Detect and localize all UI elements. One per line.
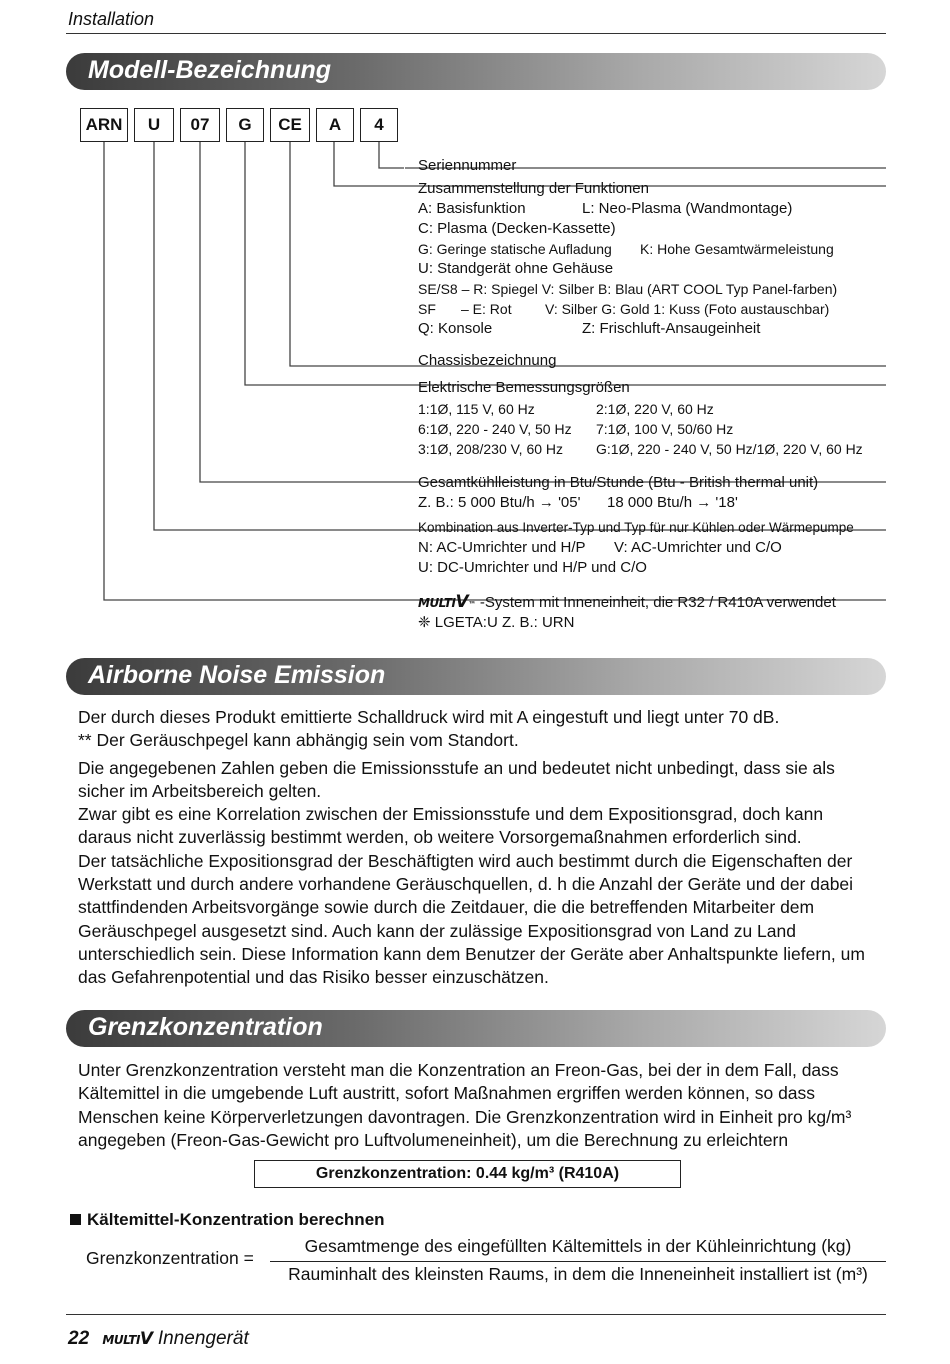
desc-func-a: A: Basisfunktion	[418, 200, 526, 217]
bullet-square-icon	[70, 1214, 81, 1225]
limit-paragraph: Unter Grenzkonzentration versteht man die Konzentration an Freon-Gas, bei der in dem Fall, dass Kältemittel in die umgebende Luft austritt, sofort Maßnahmen ergriffen werden können, so dass Menschen keine Körperverletzungen davontragen. Die Grenzkonzentration wird in Einheit pro kg/m³ angegeben (Freon-Gas-Gewicht pro Luftvolumeneinheit), um die Berechnung zu erleichtern	[78, 1060, 852, 1150]
section-banner-noise	[66, 658, 886, 695]
desc-functions-title: Zusammenstellung der Funktionen	[418, 180, 649, 197]
desc-comb-n: N: AC-Umrichter und H/P	[418, 539, 586, 556]
desc-elec-6: 6:1Ø, 220 - 240 V, 50 Hz	[418, 421, 572, 437]
desc-func-g: G: Geringe statische Aufladung	[418, 241, 612, 257]
noise-paragraph: ** Der Geräuschpegel kann abhängig sein vom Standort.	[78, 730, 519, 751]
desc-combination-title: Kombination aus Inverter-Typ und Typ für nur Kühlen oder Wärmepumpe	[418, 520, 854, 535]
desc-func-sf-b: – E: Rot	[461, 301, 512, 317]
desc-func-k: K: Hohe Gesamtwärmeleistung	[640, 241, 834, 257]
section-banner-limit	[66, 1010, 886, 1047]
footer-product: Innengerät	[157, 1328, 249, 1349]
desc-cooling-title: Gesamtkühlleistung in Btu/Stunde (Btu - British thermal unit)	[418, 474, 819, 491]
formula-lhs: Grenzkonzentration =	[86, 1248, 254, 1268]
desc-func-z: Z: Frischluft-Ansaugeinheit	[582, 320, 761, 337]
noise-paragraph: Die angegebenen Zahlen geben die Emissionsstufe an und bedeutet nicht unbedingt, dass sie als sicher im Arbeitsbereich gelten.	[78, 757, 835, 801]
desc-elec-g: G:1Ø, 220 - 240 V, 50 Hz/1Ø, 220 V, 60 Hz	[596, 441, 863, 457]
limit-value-box: Grenzkonzentration: 0.44 kg/m³ (R410A)	[254, 1160, 681, 1188]
desc-elec-7: 7:1Ø, 100 V, 50/60 Hz	[596, 421, 734, 437]
formula-numerator: Gesamtmenge des eingefüllten Kältemittels in der Kühleinrichtung (kg)	[304, 1236, 852, 1256]
desc-func-c: C: Plasma (Decken-Kassette)	[418, 220, 616, 237]
formula-fraction-line	[270, 1261, 886, 1262]
desc-elec-2: 2:1Ø, 220 V, 60 Hz	[596, 401, 714, 417]
code-box-g: G	[226, 108, 264, 142]
desc-func-q: Q: Konsole	[418, 320, 493, 337]
code-box-a: A	[316, 108, 354, 142]
desc-func-sf-c: V: Silber G: Gold 1: Kuss (Foto austauschbar)	[545, 301, 830, 317]
desc-func-sf-a: SF	[418, 301, 436, 317]
calc-title: Kältemittel-Konzentration berechnen	[70, 1210, 385, 1230]
desc-comb-v: V: AC-Umrichter und C/O	[614, 539, 782, 556]
code-box-07: 07	[180, 108, 220, 142]
footer-multi-v-logo: MULTIV	[102, 1329, 153, 1349]
desc-serial: Seriennummer	[418, 157, 517, 174]
desc-system: -System mit Inneneinheit, die R32 / R410A verwendet	[479, 594, 836, 611]
multi-v-logo: MULTIV™	[418, 592, 476, 612]
desc-func-se: SE/S8 – R: Spiegel V: Silber B: Blau (ART COOL Typ Panel-farben)	[418, 281, 838, 297]
desc-elec-title: Elektrische Bemessungsgrößen	[418, 379, 630, 396]
desc-elec-1: 1:1Ø, 115 V, 60 Hz	[418, 401, 535, 417]
desc-system-line	[418, 592, 836, 615]
footer	[68, 1327, 249, 1350]
noise-paragraph: Zwar gibt es eine Korrelation zwischen der Emissionsstufe und dem Expositionsgrad, doch kann daraus nicht zuverlässig bestimmt werden, ob weitere Vorsorgemaßnahmen erforderlich sind.	[78, 804, 824, 848]
page-number: 22	[68, 1328, 90, 1349]
desc-elec-3: 3:1Ø, 208/230 V, 60 Hz	[418, 441, 564, 457]
code-box-u: U	[134, 108, 174, 142]
code-box-4: 4	[360, 108, 398, 142]
formula-denominator: Rauminhalt des kleinsten Raums, in dem die Inneneinheit installiert ist (m³)	[288, 1264, 868, 1284]
noise-paragraph: Der tatsächliche Expositionsgrad der Beschäftigten wird auch bestimmt durch die Eigenschaften der Werkstatt und durch andere vorhandene Geräuschquellen, d. h die Anzahl der Geräte und der dabei stattfindenden Arbeitsvorgänge sowie durch die Zeitdauer, die die betreffenden Mitarbeiter dem Geräuschpegel ausgesetzt sind. Auch kann der zulässige Expositionsgrad von Land zu Land unterschiedlich sein. Diese Information kann dem Benutzer der Geräte aber Anhaltspunkte liefern, um das Gefahrenpotential und das Risiko besser einzuschätzen.	[78, 850, 865, 988]
section-title-noise: Airborne Noise Emission	[88, 661, 386, 689]
footer-rule	[66, 1314, 886, 1315]
header-section-label: Installation	[68, 9, 155, 29]
desc-comb-u: U: DC-Umrichter und H/P und C/O	[418, 559, 647, 576]
code-box-ce: CE	[270, 108, 310, 142]
desc-chassis: Chassisbezeichnung	[418, 352, 557, 369]
noise-paragraph: Der durch dieses Produkt emittierte Schalldruck wird mit A eingestuft und liegt unter 70 dB.	[78, 707, 780, 727]
desc-lgeta: ❈ LGETA:U Z. B.: URN	[418, 614, 575, 631]
section-title-model: Modell-Bezeichnung	[88, 56, 332, 84]
desc-func-l: L: Neo-Plasma (Wandmontage)	[582, 200, 793, 217]
code-box-arn: ARN	[80, 108, 128, 142]
desc-cooling-example-2: 18 000 Btu/h → '18'	[607, 494, 738, 511]
section-title-limit: Grenzkonzentration	[88, 1013, 323, 1041]
desc-cooling-example-1: Z. B.: 5 000 Btu/h → '05'	[418, 494, 581, 511]
noise-text	[78, 706, 878, 990]
desc-func-u: U: Standgerät ohne Gehäuse	[418, 260, 614, 277]
